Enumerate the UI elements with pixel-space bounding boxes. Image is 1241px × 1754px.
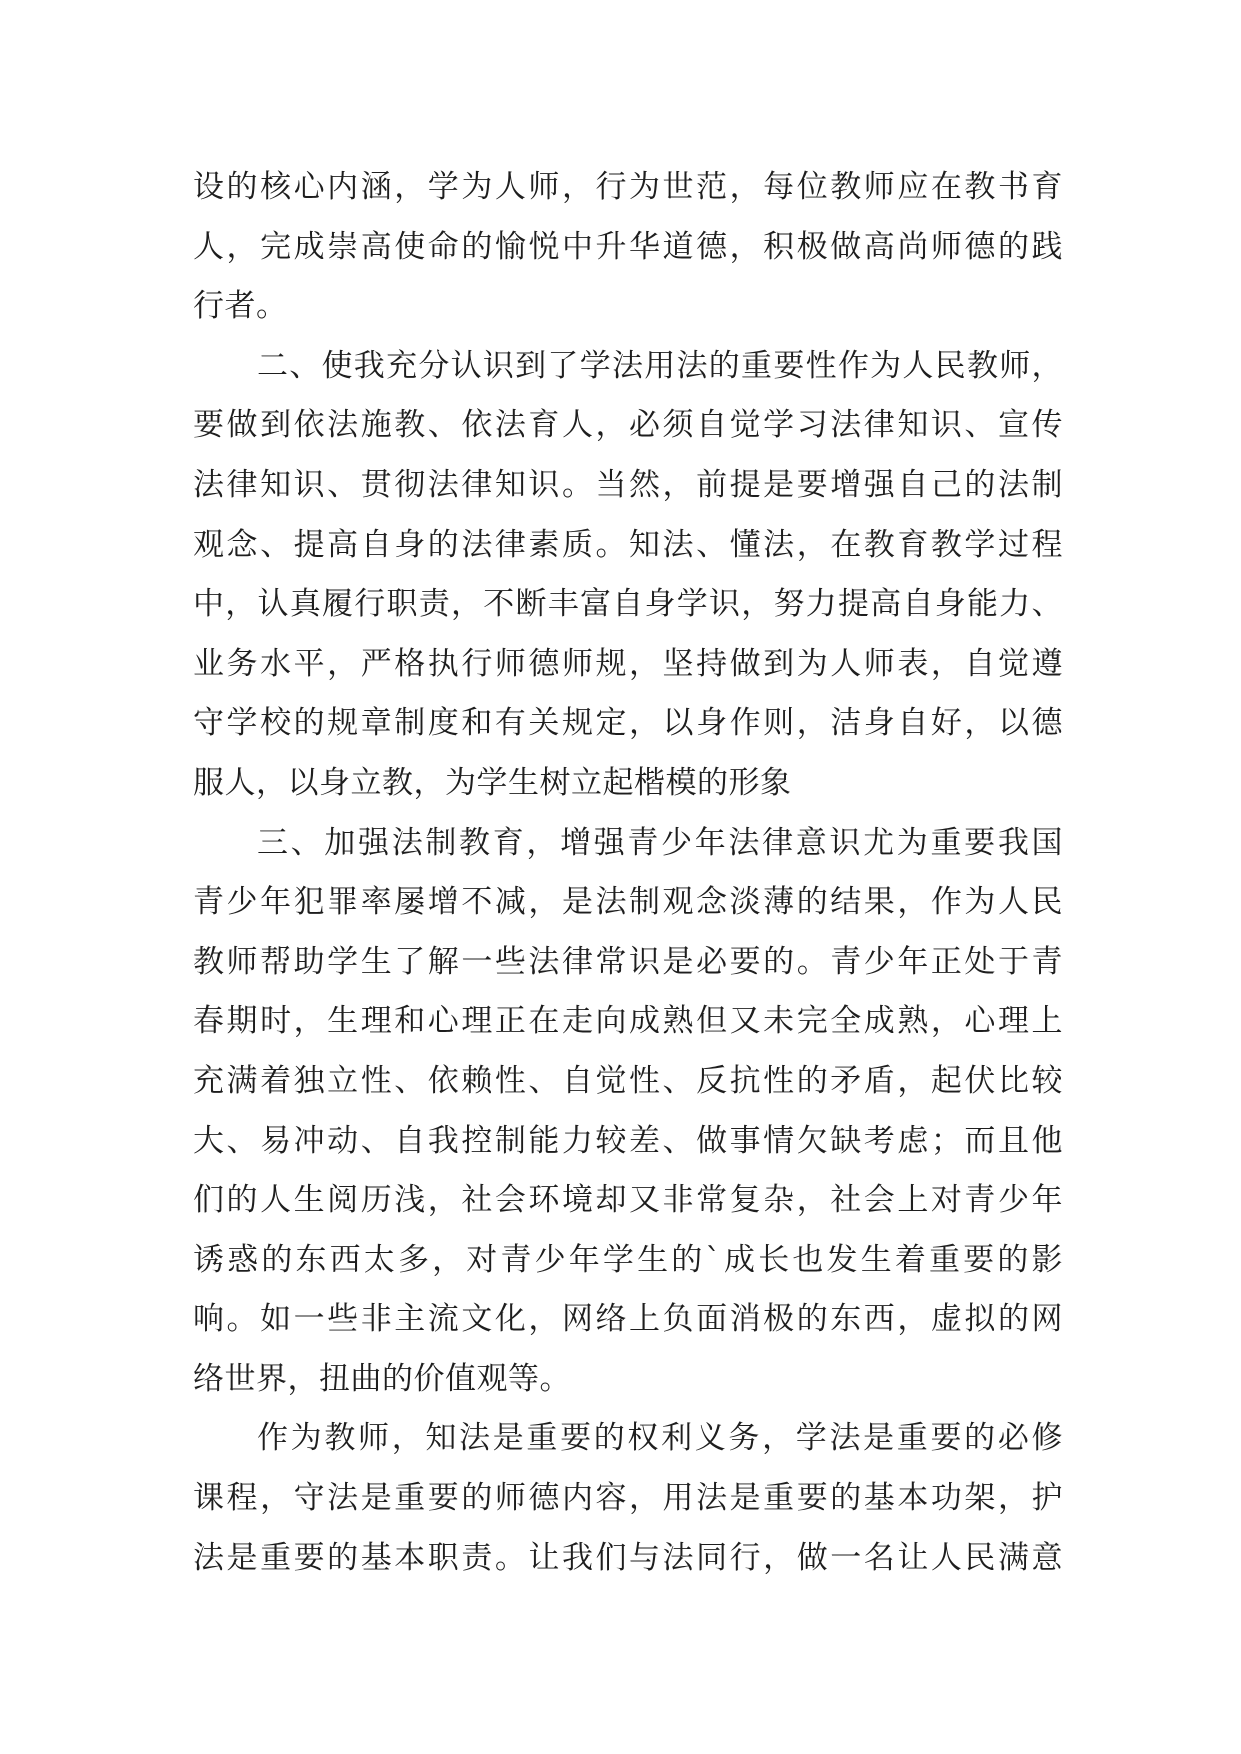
paragraph-1	[193, 158, 1063, 337]
text-line: 行者。	[193, 288, 288, 325]
paragraph-3	[193, 814, 1063, 1410]
text-line: 要做到依法施教、依法育人，必须自觉学习法律知识、宣传	[193, 407, 1063, 444]
text-line: 法是重要的基本职责。让我们与法同行，做一名让人民满意	[193, 1539, 1063, 1576]
text-line: 二、使我充分认识到了学法用法的重要性作为人民教师，	[257, 347, 1063, 384]
text-line: 教师帮助学生了解一些法律常识是必要的。青少年正处于青	[193, 943, 1063, 980]
paragraph-4	[193, 1409, 1063, 1588]
text-line: 青少年犯罪率屡增不减，是法制观念淡薄的结果，作为人民	[193, 884, 1063, 921]
text-line: 课程，守法是重要的师德内容，用法是重要的基本功架，护	[193, 1480, 1063, 1517]
text-line: 人，完成崇高使命的愉悦中升华道德，积极做高尚师德的践	[193, 228, 1063, 265]
text-line: 业务水平，严格执行师德师规，坚持做到为人师表，自觉遵	[193, 645, 1063, 682]
text-line: 诱惑的东西太多，对青少年学生的`成长也发生着重要的影	[193, 1241, 1063, 1278]
text-line: 观念、提高自身的法律素质。知法、懂法，在教育教学过程	[193, 526, 1063, 563]
text-line: 守学校的规章制度和有关规定，以身作则，洁身自好，以德	[193, 705, 1063, 742]
text-line: 络世界，扭曲的价值观等。	[193, 1360, 571, 1397]
text-line: 作为教师，知法是重要的权利义务，学法是重要的必修	[257, 1420, 1063, 1457]
text-line: 法律知识、贯彻法律知识。当然，前提是要增强自己的法制	[193, 466, 1063, 503]
text-line: 充满着独立性、依赖性、自觉性、反抗性的矛盾，起伏比较	[193, 1062, 1063, 1099]
text-line: 设的核心内涵，学为人师，行为世范，每位教师应在教书育	[193, 169, 1063, 205]
paragraph-2	[193, 337, 1063, 814]
text-line: 三、加强法制教育，增强青少年法律意识尤为重要我国	[257, 824, 1063, 861]
text-line: 响。如一些非主流文化，网络上负面消极的东西，虚拟的网	[193, 1301, 1063, 1338]
text-line: 大、易冲动、自我控制能力较差、做事情欠缺考虑；而且他	[193, 1122, 1063, 1159]
text-line: 们的人生阅历浅，社会环境却又非常复杂，社会上对青少年	[193, 1182, 1063, 1219]
text-line: 服人，以身立教，为学生树立起楷模的形象	[193, 764, 792, 801]
text-line: 春期时，生理和心理正在走向成熟但又未完全成熟，心理上	[193, 1003, 1063, 1040]
text-line: 中，认真履行职责，不断丰富自身学识，努力提高自身能力、	[193, 586, 1063, 623]
document-body	[193, 158, 1063, 1588]
